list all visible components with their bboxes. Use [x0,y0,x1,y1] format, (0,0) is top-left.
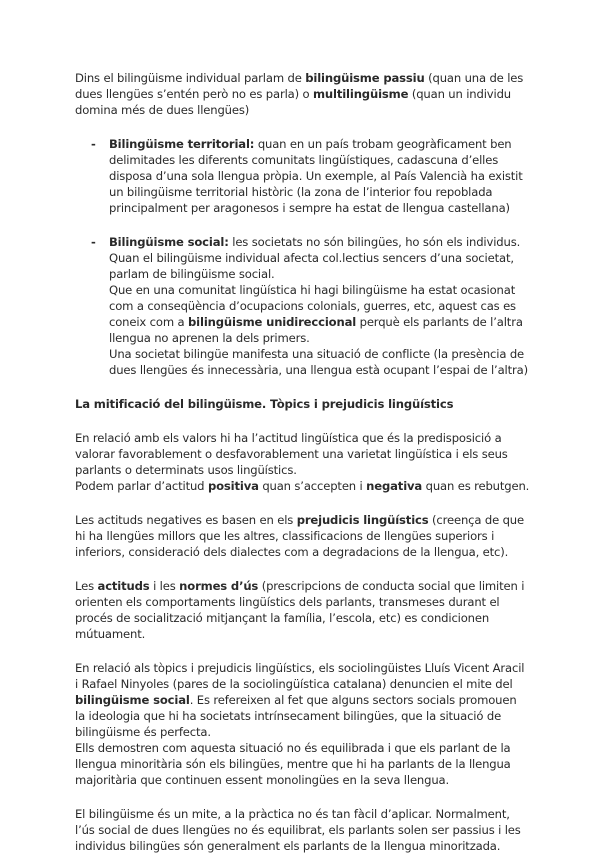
bullet-dash: - [91,137,96,151]
text: (quan un individu domina més de dues llengües) [75,87,511,117]
term-bilinguisme-social: bilingüisme social [75,693,190,707]
term-multilinguisme: multilingüisme [312,87,409,101]
text: (quan una de les dues llengües s’entén però no es parla) o [75,71,524,101]
text: (prescripcions de conducta social que limiten i orienten els comportaments lingüístics dels parlants, transmeses durant el procés de socialització mitjançant la família, l’escola, etc) es condicionen mútuament. [75,579,525,641]
text: . Es refereixen al fet que alguns sectors socials promouen la ideologia que hi ha societats intrínsecament bilingües, que la situació de bilingüisme és perfecta. [75,693,517,739]
paragraph-actitud-linguistica [75,430,530,494]
term-prejudicis-linguistics: prejudicis lingüístics [296,513,429,527]
list-item-territorial [91,136,530,216]
bulleted-list [75,136,530,378]
paragraph-prejudicis [75,512,530,560]
term-bilinguisme-unidireccional: bilingüisme unidireccional [188,315,357,329]
term-positiva: positiva [207,479,259,493]
paragraph-actituds-normes [75,578,530,642]
text: i les [149,579,180,593]
text: Ells demostren com aquesta situació no és equilibrada i que els parlant de la llengua minoritària són els bilingües, mentre que hi ha parlants de la llengua majoritària que continuen essent monolingües en la seva llengua. [75,741,511,787]
text: Dins el bilingüisme individual parlam de [75,71,306,85]
term-normes-us: normes d’ús [179,579,259,593]
text: (creença de que hi ha llengües millors que les altres, classificacions de llengües superiors i inferiors, consideració dels dialectes com a degradacions de la llengua, etc). [75,513,524,559]
text: Les actituds negatives es basen en els [75,513,297,527]
text: En relació amb els valors hi ha l’actitud lingüística que és la predisposició a valorar favorablement o desfavorablement una varietat lingüística i els seus parlants o determinats usos lingüístics. [75,431,508,477]
text: les societats no són bilingües, ho són els individus. Quan el bilingüisme individual afecta col.lectius sencers d’una societat, parlam de bilingüisme social. [109,235,521,281]
term-negativa: negativa [366,479,423,493]
list-item-social [91,234,530,378]
text: perquè els parlants de l’altra llengua no aprenen la dels primers. [109,315,523,345]
text: quan en un país trobam geogràficament ben delimitades les diferents comunitats lingüístiques, cadascuna d’elles disposa d’una sola llengua pròpia. Un exemple, al País Valencià ha existit un bilingüisme territorial històric (la zona de l’interior fou repoblada principalment per aragonesos i sempre ha estat de llengua castellana) [109,137,523,215]
text: Les [75,579,98,593]
paragraph-conclusio [75,806,530,854]
term-bilinguisme-social: Bilingüisme social: [109,235,229,249]
bullet-dash: - [91,235,96,249]
text: En relació als tòpics i prejudicis lingüístics, els sociolingüistes Lluís Vicent Aracil i Rafael Ninyoles (pares de la sociolingüística catalana) denuncien el mite del [75,661,525,691]
paragraph-mite-bilinguisme-social [75,660,530,788]
text: El bilingüisme és un mite, a la pràctica no és tan fàcil d’aplicar. Normalment, l’ús social de dues llengües no és equilibrat, els parlants solen ser passius i les individus bilingües són generalment els parlants de la llengua minoritzada. [75,807,521,853]
section-heading: La mitificació del bilingüisme. Tòpics i prejudicis lingüístics [75,397,454,411]
text: Podem parlar d’actitud [75,479,208,493]
text: quan s’accepten i [258,479,367,493]
term-actituds: actituds [97,579,150,593]
paragraph-bilinguisme-individual [75,70,530,118]
text: quan es rebutgen. [422,479,530,493]
text: Una societat bilingüe manifesta una situació de conflicte (la presència de dues llengües és innecessària, una llengua està ocupant l’espai de l’altra) [109,347,528,377]
term-bilinguisme-passiu: bilingüisme passiu [305,71,425,85]
text: Que en una comunitat lingüística hi hagi bilingüisme ha estat ocasionat com a conseqüència d’ocupacions colonials, guerres, etc, aquest cas es coneix com a [109,283,516,329]
term-bilinguisme-territorial: Bilingüisme territorial: [109,137,255,151]
